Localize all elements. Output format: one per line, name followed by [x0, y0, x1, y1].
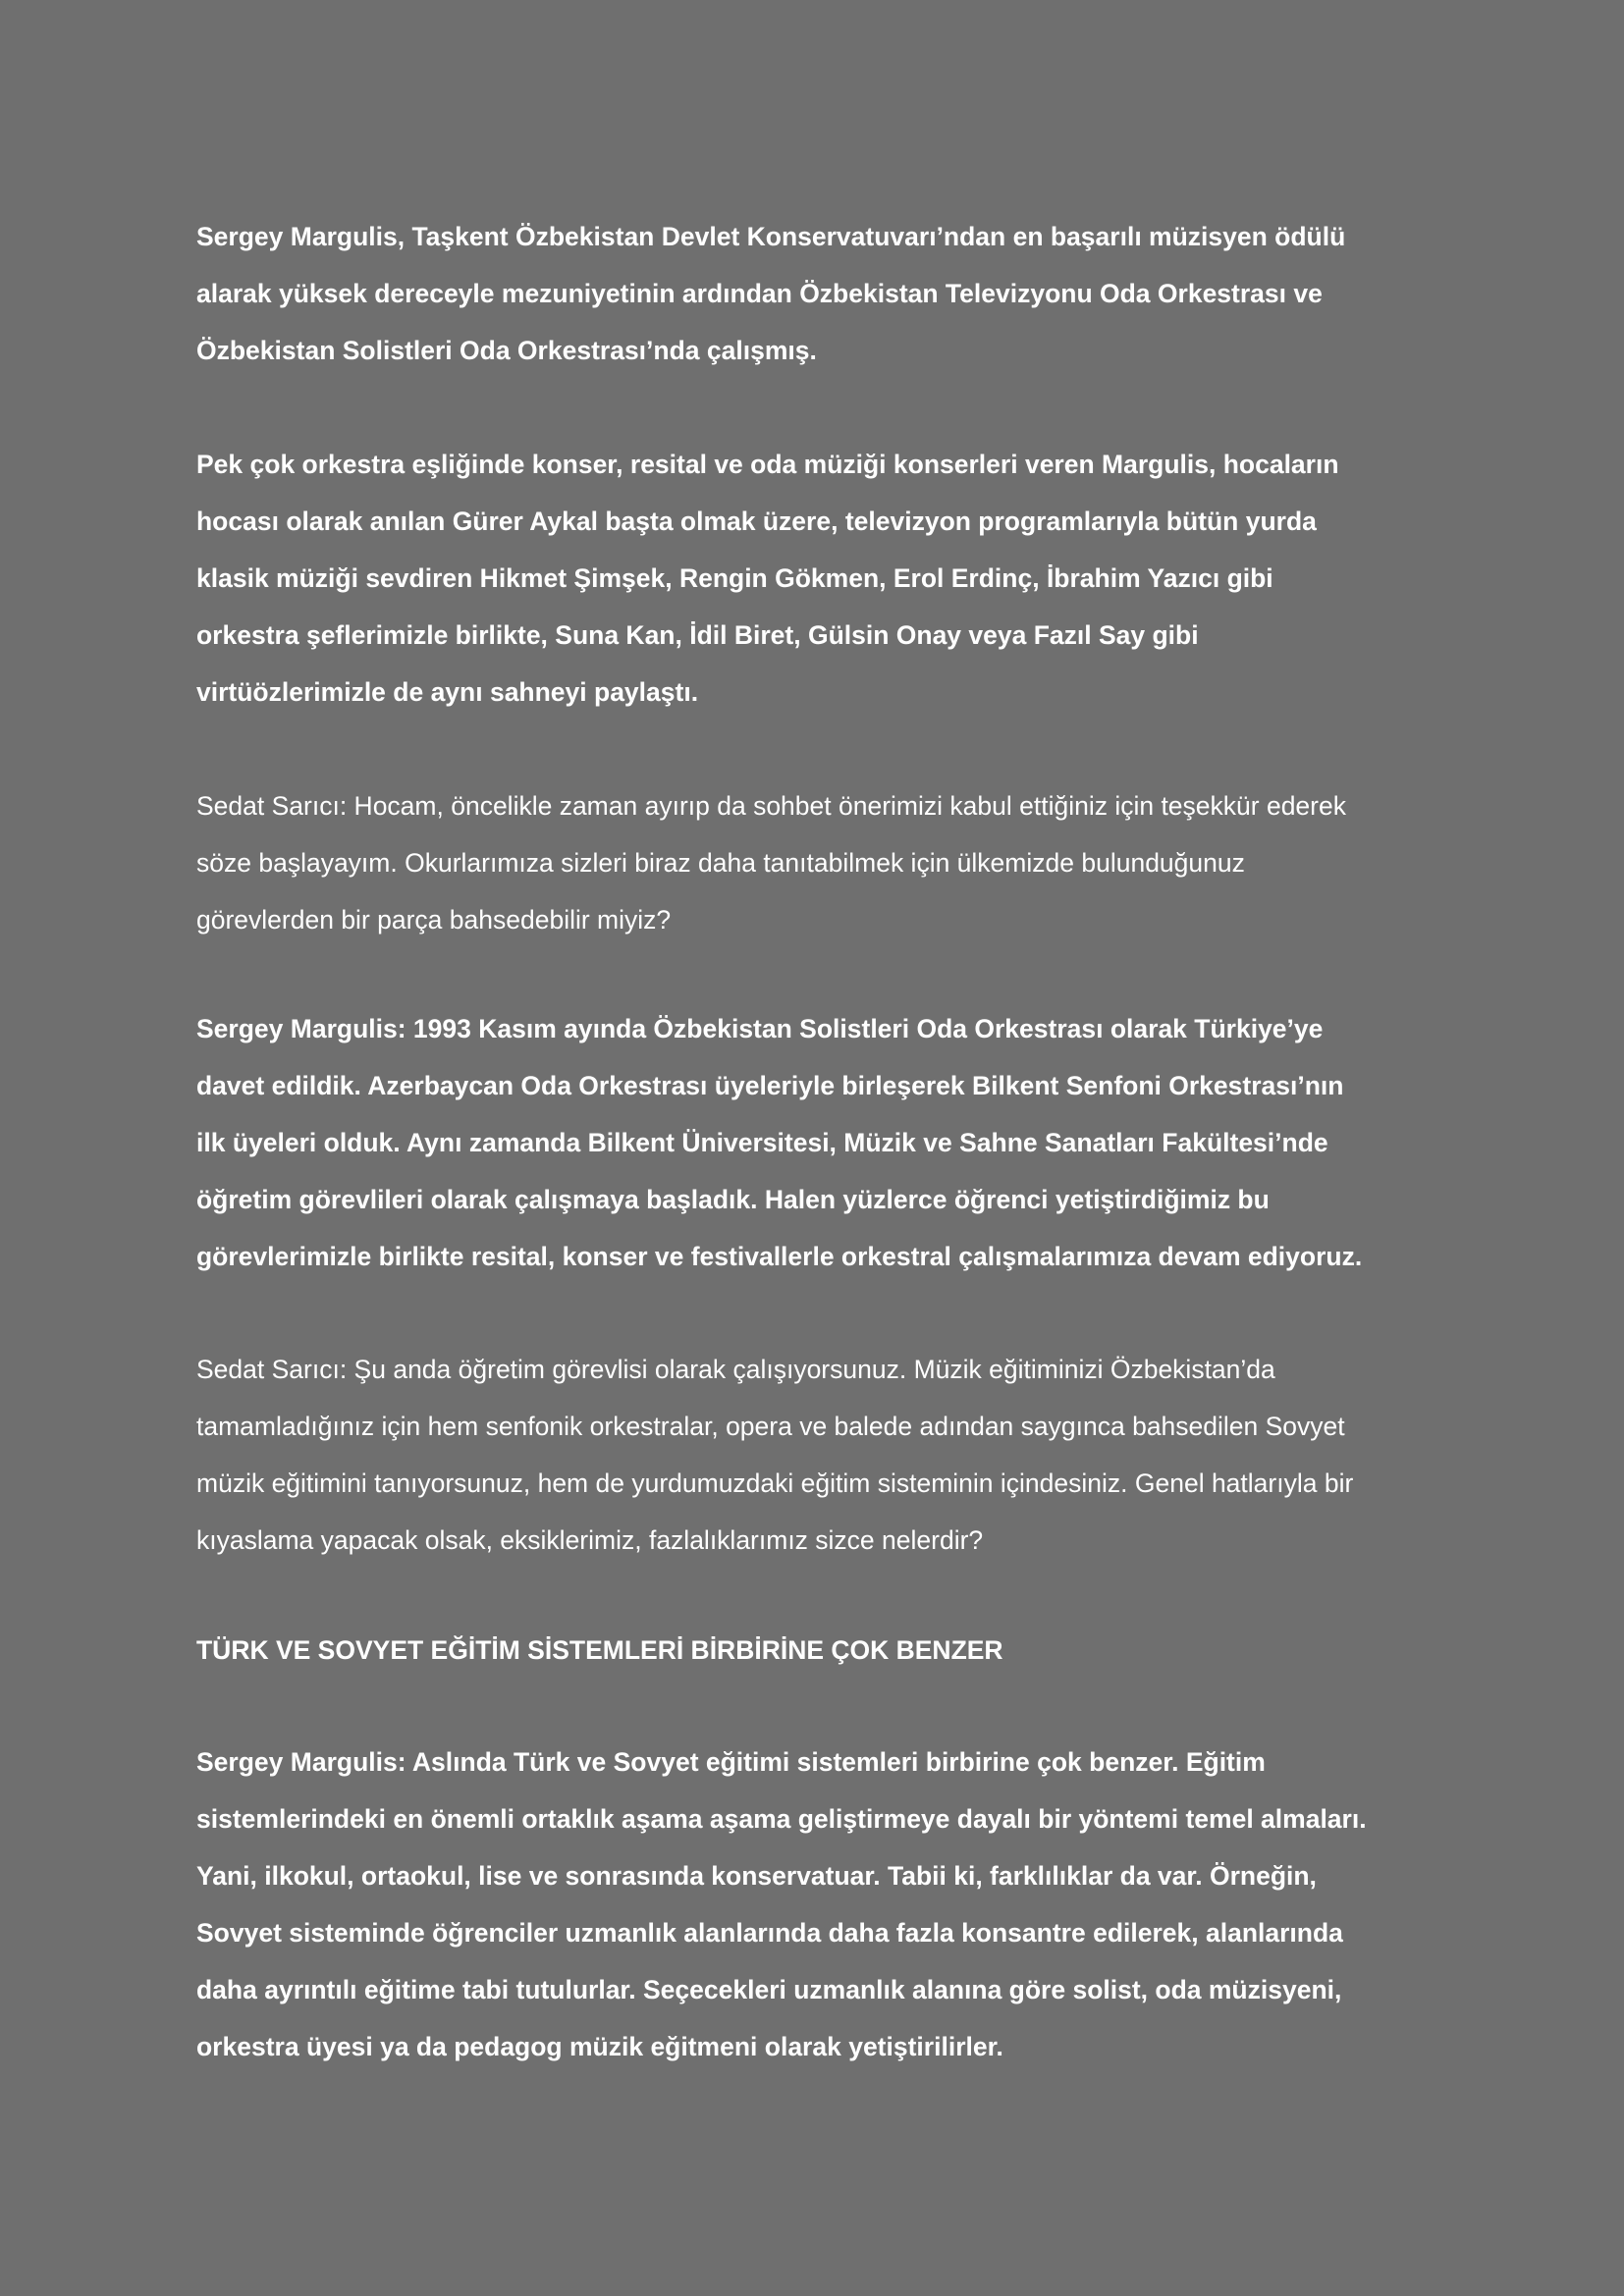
- interviewer-question-1: [196, 777, 1434, 948]
- text-line: Yani, ilkokul, ortaokul, lise ve sonrasında konservatuar. Tabii ki, farklılıklar da var. Örneğin,: [196, 1861, 1317, 1891]
- text-line: davet edildik. Azerbaycan Oda Orkestrası üyeleriyle birleşerek Bilkent Senfoni Orkestrası’nın: [196, 1071, 1344, 1100]
- text-line: kıyaslama yapacak olsak, eksiklerimiz, fazlalıklarımız sizce nelerdir?: [196, 1525, 984, 1555]
- text-line: Sergey Margulis, Taşkent Özbekistan Devlet Konservatuvarı’ndan en başarılı müzisyen ödülü: [196, 222, 1346, 251]
- text-line: TÜRK VE SOVYET EĞİTİM SİSTEMLERİ BİRBİRİNE ÇOK BENZER: [196, 1635, 1003, 1665]
- text-line: klasik müziği sevdiren Hikmet Şimşek, Rengin Gökmen, Erol Erdinç, İbrahim Yazıcı gibi: [196, 563, 1273, 593]
- text-line: söze başlayayım. Okurlarımıza sizleri biraz daha tanıtabilmek için ülkemizde bulunduğunuz: [196, 848, 1245, 878]
- text-line: tamamladığınız için hem senfonik orkestralar, opera ve balede adından saygınca bahsedilen Sovyet: [196, 1412, 1345, 1441]
- text-line: ilk üyeleri olduk. Aynı zamanda Bilkent Üniversitesi, Müzik ve Sahne Sanatları Fakültesi’nde: [196, 1128, 1328, 1157]
- text-line: Sergey Margulis: 1993 Kasım ayında Özbekistan Solistleri Oda Orkestrası olarak Türkiye’ye: [196, 1014, 1324, 1043]
- text-line: Sergey Margulis: Aslında Türk ve Sovyet eğitimi sistemleri birbirine çok benzer. Eğitim: [196, 1747, 1266, 1777]
- text-line: öğretim görevlileri olarak çalışmaya başladık. Halen yüzlerce öğrenci yetiştirdiğimiz bu: [196, 1185, 1270, 1214]
- intro-paragraph-1: [196, 208, 1434, 379]
- text-line: Özbekistan Solistleri Oda Orkestrası’nda çalışmış.: [196, 336, 817, 365]
- text-line: görevlerden bir parça bahsedebilir miyiz?: [196, 905, 672, 934]
- text-line: Sovyet sisteminde öğrenciler uzmanlık alanlarında daha fazla konsantre edilerek, alanlarında: [196, 1918, 1343, 1948]
- text-line: Pek çok orkestra eşliğinde konser, resital ve oda müziği konserleri veren Margulis, hocaların: [196, 450, 1339, 479]
- text-line: hocası olarak anılan Gürer Aykal başta olmak üzere, televizyon programlarıyla bütün yurda: [196, 507, 1317, 536]
- text-line: görevlerimizle birlikte resital, konser ve festivallerle orkestral çalışmalarımıza devam ediyoruz.: [196, 1242, 1363, 1271]
- text-line: sistemlerindeki en önemli ortaklık aşama aşama geliştirmeye dayalı bir yöntemi temel almaları.: [196, 1804, 1367, 1834]
- text-line: orkestra üyesi ya da pedagog müzik eğitmeni olarak yetiştirilirler.: [196, 2032, 1003, 2061]
- text-line: virtüözlerimizle de aynı sahneyi paylaştı.: [196, 677, 699, 707]
- text-line: daha ayrıntılı eğitime tabi tutulurlar. Seçecekleri uzmanlık alanına göre solist, oda müzisyeni,: [196, 1975, 1342, 2004]
- section-heading: [196, 1622, 1434, 1679]
- text-line: müzik eğitimini tanıyorsunuz, hem de yurdumuzdaki eğitim sisteminin içindesiniz. Genel hatlarıyla bir: [196, 1468, 1354, 1498]
- interviewee-answer-2: [196, 1734, 1434, 2075]
- text-line: orkestra şeflerimizle birlikte, Suna Kan, İdil Biret, Gülsin Onay veya Fazıl Say gibi: [196, 620, 1199, 650]
- interviewee-answer-1: [196, 1000, 1434, 1285]
- text-line: alarak yüksek dereceyle mezuniyetinin ardından Özbekistan Televizyonu Oda Orkestrası ve: [196, 279, 1323, 308]
- intro-paragraph-2: [196, 436, 1434, 721]
- text-line: Sedat Sarıcı: Hocam, öncelikle zaman ayırıp da sohbet önerimizi kabul ettiğiniz için teşekkür ederek: [196, 791, 1346, 821]
- text-line: Sedat Sarıcı: Şu anda öğretim görevlisi olarak çalışıyorsunuz. Müzik eğitiminizi Özbekistan’da: [196, 1355, 1275, 1384]
- interviewer-question-2: [196, 1341, 1434, 1569]
